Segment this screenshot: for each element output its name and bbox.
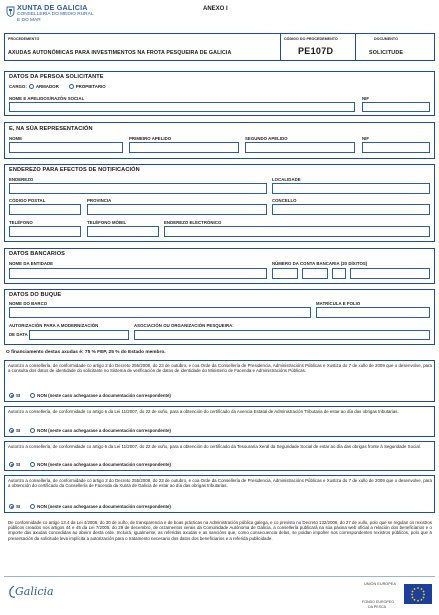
auth2-yes-label: SI	[16, 428, 21, 433]
authorization-options-1	[9, 393, 171, 398]
rep-nif-field[interactable]	[362, 142, 430, 153]
applicant-section-title: DATOS DA PERSOA SOLICITANTE	[9, 74, 104, 80]
department-line-2: E DO MAR	[17, 18, 41, 23]
applicant-name-field[interactable]	[9, 102, 355, 112]
bank-entity-label: NOME DA ENTIDADE	[9, 261, 54, 266]
eu-line-3: DA PESCA	[368, 605, 386, 609]
bank-account-entity-field[interactable]	[272, 268, 298, 279]
auth2-no-label: NON (neste caso achegarase a documentación correspondente)	[37, 428, 171, 433]
auth4-yes-label: SI	[16, 504, 21, 509]
vessel-auth-label: AUTORIZACIÓN PARA A MODERNIZACIÓN	[9, 323, 99, 328]
auth2-no-radio[interactable]	[30, 428, 35, 433]
vessel-association-label: ASOCIACIÓN OU ORGANIZACIÓN PESQUEIRA:	[134, 323, 234, 328]
rep-nif-label: NIF	[362, 136, 370, 141]
auth2-yes-radio[interactable]	[9, 428, 14, 433]
document-type: SOLICITUDE	[369, 50, 404, 56]
phone-field[interactable]	[9, 226, 81, 237]
address-field[interactable]	[9, 183, 267, 194]
rep-surname2-label: SEGUNDO APELIDO	[245, 136, 288, 141]
cargo-label: CARGO:	[9, 84, 27, 89]
procedure-title: AXUDAS AUTONÓMICAS PARA INVESTIMENTOS NA FROTA PESQUEIRA DE GALICIA	[8, 50, 232, 56]
phone-label: TELÉFONO	[9, 220, 33, 225]
eu-flag-icon	[404, 584, 432, 604]
legal-notice: De conformidade co artigo 13.4 da Lei 4/2006, do 30 de xuño, de transparencia e de boas prácticas na Administración pública galega, e co previsto no Decreto 132/2006, do 27 de xullo, polo que se regulan os rexistros públicos creados nos artigos 44 e 45 da Lei 7/2005, do 29 de decembro, de orzamentos xerais da Comunidade Autónoma de Galicia, a consellería publicará na súa páxina web oficial a relación dos beneficiarios e o importe das axudas concedidas ao abeiro desta orde. Incluirá, igualmente, as referidas axudas e as sancións que, como consecuencia delas, se poidan impoñer nos correspondentes rexistros públicos, polo que a presentación da solicitude leva implícita a autorización para o tratamento necesario dos datos dos beneficiarios e a referida publicidade.	[8, 520, 432, 541]
authorization-options-2	[9, 428, 171, 433]
annex-label: ANEXO I	[203, 6, 228, 12]
bank-section-title: DATOS BANCARIOS	[9, 251, 65, 257]
locality-label: LOCALIDADE	[272, 177, 301, 182]
brand-name: XUNTA DE GALICIA	[17, 3, 88, 12]
department-line-1: CONSELLERÍA DO MEDIO RURAL	[17, 12, 94, 17]
mobile-label: TELÉFONO MÓBIL	[87, 220, 127, 225]
propietario-radio[interactable]	[69, 84, 74, 89]
postcode-label: CÓDIGO POSTAL	[9, 198, 46, 203]
eu-line-2: FONDO EUROPEO	[362, 600, 394, 604]
province-field[interactable]	[87, 204, 267, 215]
council-field[interactable]	[272, 204, 430, 215]
bank-account-control-field[interactable]	[332, 268, 346, 279]
auth1-no-radio[interactable]	[30, 393, 35, 398]
authorization-options-3	[9, 462, 171, 467]
rep-surname1-field[interactable]	[129, 142, 239, 153]
vessel-registration-field[interactable]	[316, 307, 430, 318]
footer-divider	[4, 576, 435, 577]
bank-account-office-field[interactable]	[302, 268, 328, 279]
bank-account-label: NÚMERO DA CONTA BANCARIA (20 DÍXITOS)	[272, 261, 368, 266]
rep-surname1-label: PRIMEIRO APELIDO	[129, 136, 172, 141]
council-label: CONCELLO	[272, 198, 297, 203]
province-label: PROVINCIA	[87, 198, 112, 203]
rep-name-field[interactable]	[9, 142, 123, 153]
authorization-options-4	[9, 504, 171, 509]
procedure-code-label: CÓDIGO DO PROCEDEMENTO	[284, 37, 338, 41]
postcode-field[interactable]	[9, 204, 81, 215]
vessel-section-title: DATOS DO BUQUE	[9, 292, 62, 298]
eu-line-1: UNIÓN EUROPEA	[364, 582, 396, 586]
representative-section-title: E, NA SÚA REPRESENTACIÓN	[9, 126, 93, 132]
cargo-options	[9, 84, 106, 89]
address-section-title: ENDEREZO PARA EFECTOS DE NOTIFICACIÓN	[9, 167, 140, 173]
auth1-yes-radio[interactable]	[9, 393, 14, 398]
procedure-divider-1	[280, 33, 281, 61]
auth4-yes-radio[interactable]	[9, 504, 14, 509]
vessel-registration-label: MATRÍCULA E FOLIO	[316, 301, 361, 306]
auth1-yes-label: SI	[16, 393, 21, 398]
locality-field[interactable]	[272, 183, 430, 194]
auth3-no-radio[interactable]	[30, 462, 35, 467]
bank-entity-field[interactable]	[9, 268, 267, 279]
auth3-yes-label: SI	[16, 462, 21, 467]
vessel-name-field[interactable]	[9, 307, 311, 318]
armador-radio[interactable]	[29, 84, 34, 89]
xunta-logo	[6, 4, 15, 15]
procedure-box	[4, 33, 435, 61]
auth3-yes-radio[interactable]	[9, 462, 14, 467]
rep-surname2-field[interactable]	[245, 142, 355, 153]
procedure-divider-2	[355, 33, 356, 61]
email-label: ENDEREZO ELECTRÓNICO	[164, 220, 222, 225]
applicant-name-label: NOME E APELIDOS/RAZÓN SOCIAL	[9, 96, 85, 101]
auth4-no-radio[interactable]	[30, 504, 35, 509]
rep-name-label: NOME	[9, 136, 23, 141]
vessel-association-field[interactable]	[134, 330, 430, 340]
vessel-name-label: NOME DO BARCO	[9, 301, 48, 306]
address-label: ENDEREZO	[9, 177, 34, 182]
auth3-no-label: NON (neste caso achegarase a documentación correspondente)	[37, 462, 171, 467]
galicia-logo: Galicia	[15, 585, 54, 598]
vessel-auth-date-field[interactable]	[29, 330, 129, 340]
authorization-text-2: Autorizo a consellería, de conformidade co artigo 6 da Lei 11/2007, do 22 de xuño, para a obtención do certificado da Axencia Estatal de Administración Tributaria de estar ao día das obrigas tributarias.	[8, 409, 399, 414]
mobile-field[interactable]	[87, 226, 159, 237]
authorization-text-1: Autorizo a consellería, de conformidade co artigo 2 do Decreto 255/2008, do 23 de outubro, e coa Orde da Consellería de Presidencia, Administracións Públicas e Xustiza do 7 de xullo de 2009 que o desenvolve, para a consulta dos datos de identidade do solicitante no Sistema de verificación de datos de identidade do Ministerio de Facenda e Administracións Públicas.	[8, 363, 432, 374]
applicant-nif-label: NIF	[362, 96, 370, 101]
applicant-nif-field[interactable]	[362, 102, 430, 112]
procedure-label: PROCEDEMENTO	[8, 37, 40, 41]
procedure-code: PE107D	[298, 46, 334, 56]
bank-account-number-field[interactable]	[350, 268, 430, 279]
auth4-no-label: NON (neste caso achegarase a documentación correspondente)	[37, 504, 171, 509]
email-field[interactable]	[164, 226, 430, 237]
propietario-label: PROPIETARIO	[75, 84, 106, 89]
authorization-text-3: Autorizo a consellería, de conformidade co artigo 6 da Lei 11/2007, do 22 de xuño, para a obtención do certificado da Tesouraría Xeral da Seguridade Social de estar ao día das obrigas fronte á Seguridade Social.	[8, 444, 421, 449]
authorization-text-4: Autorizo a consellería, de conformidade co artigo 2 do Decreto 255/2008, do 23 de outubro, e coa Orde da Consellería de Presidencia, Administracións Públicas e Xustiza do 7 de xullo de 2009 que o desenvolve, para a obtención do certificado da Consellería de Facenda da Xunta de Galicia de estar ao día das obrigas tributarias.	[8, 478, 432, 489]
vessel-auth-date-label: DE DATA	[9, 332, 28, 337]
document-label: DOCUMENTO	[374, 37, 398, 41]
armador-label: ARMADOR	[35, 84, 59, 89]
financing-note: O financiamento destas axudas é: 75 % FEP, 25 % do Estado membro.	[6, 350, 166, 355]
auth1-no-label: NON (neste caso achegarase a documentación correspondente)	[37, 393, 171, 398]
